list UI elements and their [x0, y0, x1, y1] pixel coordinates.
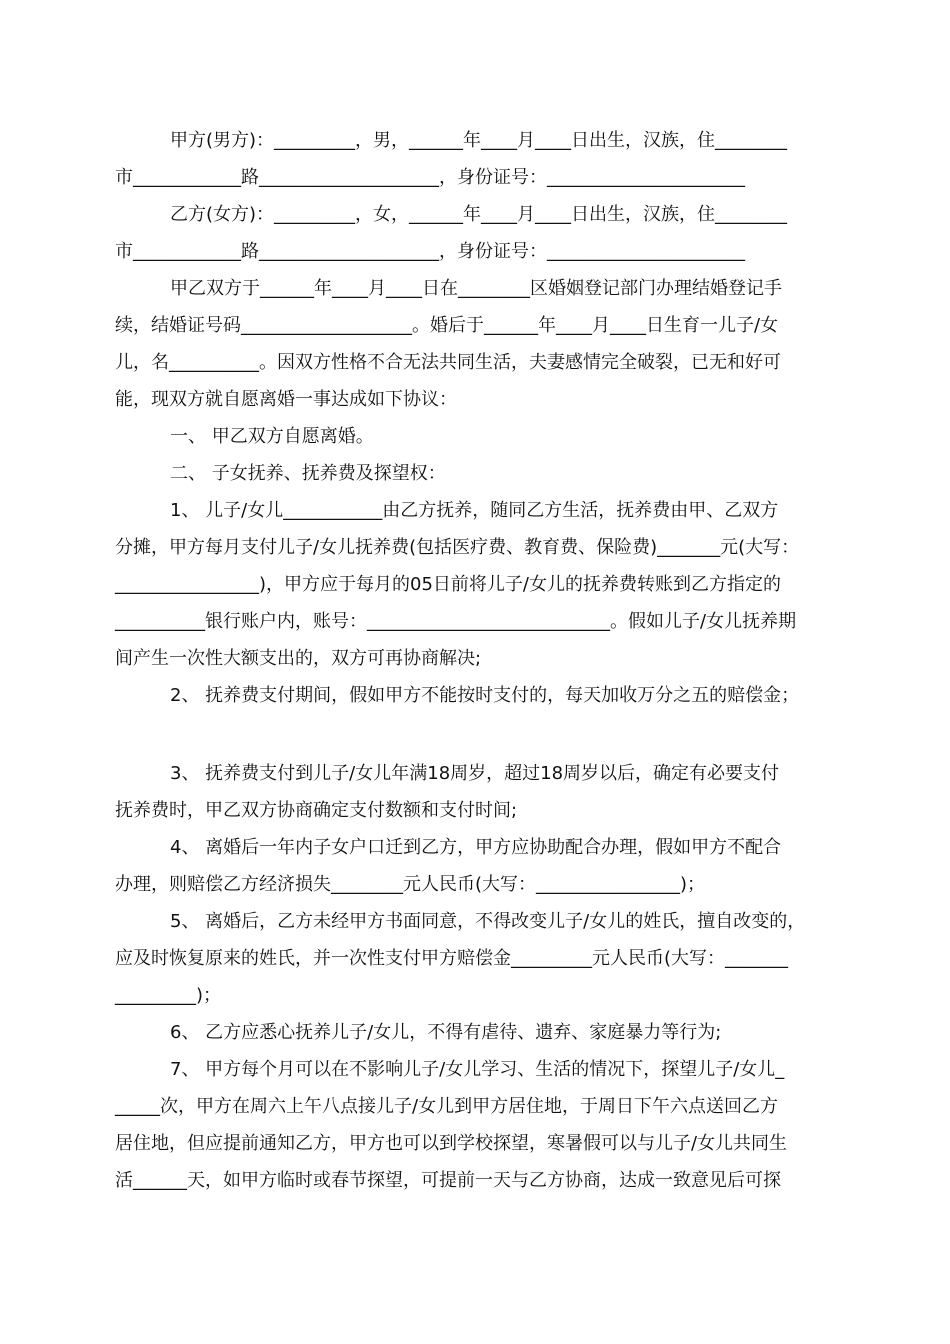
item-1-line-3: ________________)，甲方应于每月的05日前将儿子/女儿的抚养费转账到乙方指定的: [115, 574, 781, 595]
item-1-line-5: 间产生一次性大额支出的，双方可再协商解决;: [115, 648, 482, 669]
background-paragraph-line-1: 甲乙双方于______年____月____日在________区婚姻登记部门办理结婚登记手: [170, 278, 782, 299]
item-7-line-2: _____次，甲方在周六上午八点接儿子/女儿到甲方居住地，于周日下午六点送回乙方: [115, 1096, 779, 1117]
item-1-line-2: 分摊，甲方每月支付儿子/女儿抚养费(包括医疗费、教育费、保险费)_______元(大写：: [115, 537, 800, 558]
item-2-line-1: 2、 抚养费支付期间，假如甲方不能按时支付的，每天加收万分之五的赔偿金；: [170, 685, 800, 706]
party-b-line-1: 乙方(女方)：_________，女，______年____月____日出生，汉族，住________: [170, 204, 788, 225]
background-paragraph-line-2: 续，结婚证号码___________________。婚后于______年____月____日生育一儿子/女: [115, 315, 779, 336]
item-3-line-1: 3、 抚养费支付到儿子/女儿年满18周岁，超过18周岁以后，确定有必要支付: [170, 763, 780, 784]
background-paragraph-line-4: 能，现双方就自愿离婚一事达成如下协议：: [115, 389, 457, 410]
party-b-line-2: 市____________路____________________，身份证号：______________________: [115, 241, 745, 262]
item-5-line-2: 应及时恢复原来的姓氏，并一次性支付甲方赔偿金_________元人民币(大写：_______: [115, 948, 789, 969]
item-4-line-1: 4、 离婚后一年内子女户口迁到乙方，甲方应协助配合办理，假如甲方不配合: [170, 837, 782, 858]
item-7-line-3: 居住地，但应提前通知乙方，甲方也可以到学校探望，寒暑假可以与儿子/女儿共同生: [115, 1133, 788, 1154]
item-4-line-2: 办理，则赔偿乙方经济损失________元人民币(大写：________________)；: [115, 874, 706, 895]
item-5-line-1: 5、 离婚后，乙方未经甲方书面同意，不得改变儿子/女儿的姓氏，擅自改变的，: [170, 911, 806, 932]
item-6-line-1: 6、 乙方应悉心抚养儿子/女儿，不得有虐待、遗弃、家庭暴力等行为;: [170, 1022, 722, 1043]
party-a-line-2: 市____________路____________________，身份证号：______________________: [115, 167, 745, 188]
item-1-line-4: __________银行账户内，账号：___________________________。假如儿子/女儿抚养期: [115, 611, 797, 632]
background-paragraph-line-3: 儿，名__________。因双方性格不合无法共同生活，夫妻感情完全破裂，已无和好可: [115, 352, 781, 373]
item-1-line-1: 1、 儿子/女儿___________由乙方抚养，随同乙方生活，抚养费由甲、乙双方: [170, 500, 779, 521]
item-7-line-1: 7、 甲方每个月可以在不影响儿子/女儿学习、生活的情况下，探望儿子/女儿_: [170, 1059, 785, 1080]
clause-2-heading: 二、 子女抚养、抚养费及探望权：: [170, 463, 446, 484]
clause-1-heading: 一、 甲乙双方自愿离婚。: [170, 426, 374, 447]
party-a-line-1: 甲方(男方)：_________，男，______年____月____日出生，汉族，住________: [170, 130, 788, 151]
item-5-line-3: _________)；: [115, 985, 222, 1006]
item-3-line-2: 抚养费时，甲乙双方协商确定支付数额和支付时间;: [115, 800, 518, 821]
item-7-line-4: 活______天，如甲方临时或春节探望，可提前一天与乙方协商，达成一致意见后可探: [115, 1170, 781, 1191]
